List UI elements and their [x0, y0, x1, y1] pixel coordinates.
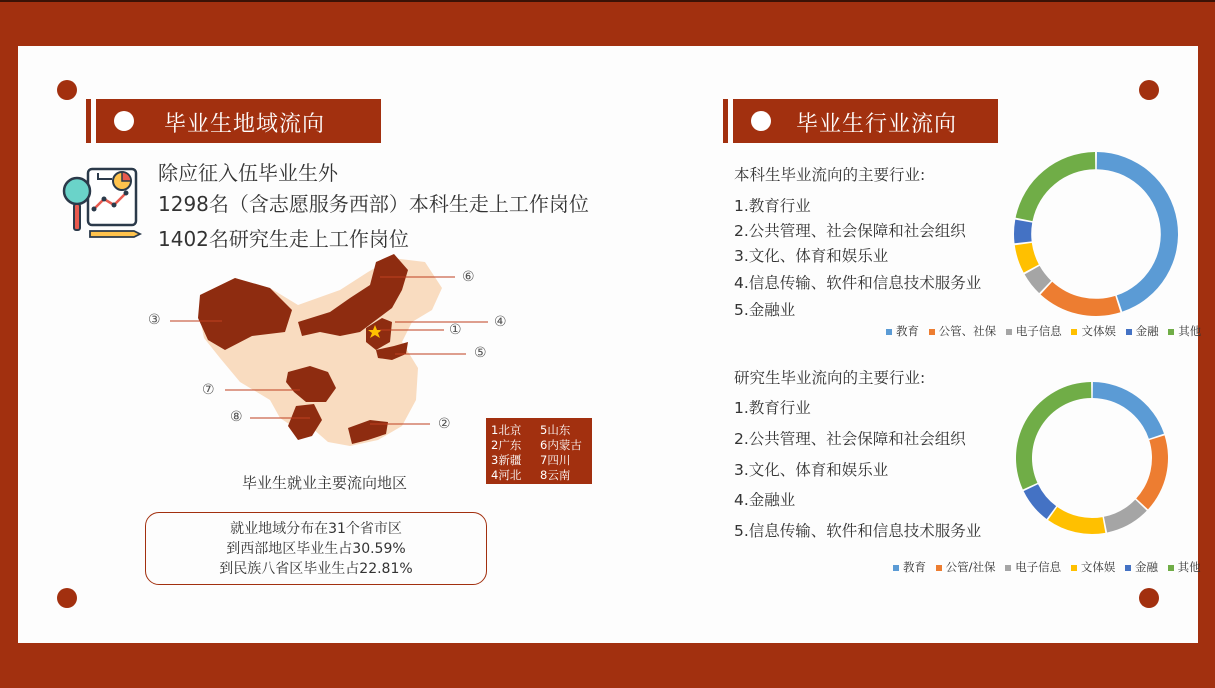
legend-swatch	[929, 329, 935, 335]
legend-swatch	[1125, 565, 1131, 571]
legend-swatch	[893, 565, 899, 571]
section-title-industry: 毕业生行业流向	[796, 112, 958, 137]
section-title-region: 毕业生地域流向	[164, 112, 326, 137]
donut-slice-3	[1104, 500, 1147, 533]
grad-chart-legend	[893, 559, 1201, 575]
legend-label: 金融	[1135, 560, 1158, 574]
legend-swatch	[1126, 329, 1132, 335]
map-callout-3: ③	[148, 312, 161, 328]
undergrad-industry-item: 3.文化、体育和娱乐业	[734, 247, 889, 265]
map-legend-item: 3新疆	[491, 453, 522, 467]
grad-industry-item: 2.公共管理、社会保障和社会组织	[734, 430, 966, 448]
legend-swatch	[886, 329, 892, 335]
grad-industry-item: 5.信息传输、软件和信息技术服务业	[734, 522, 982, 540]
map-callout-4: ④	[494, 314, 507, 330]
legend-swatch	[1168, 329, 1174, 335]
grad-heading: 研究生毕业流向的主要行业:	[734, 369, 926, 387]
map-legend-item: 2广东	[491, 438, 522, 452]
map-legend-item: 6内蒙古	[540, 438, 582, 452]
legend-swatch	[1006, 329, 1012, 335]
legend-label: 教育	[896, 324, 919, 338]
donut-slice-2	[1136, 435, 1168, 509]
header-accent-bar	[723, 99, 728, 143]
donut-slice-5	[1024, 484, 1057, 519]
legend-label: 公管/社保	[945, 560, 996, 574]
map-caption: 毕业生就业主要流向地区	[242, 474, 408, 492]
map-callout-6: ⑥	[462, 269, 475, 285]
map-callout-1: ①	[449, 322, 462, 338]
undergrad-chart-legend	[886, 323, 1201, 339]
donut-slice-6	[1016, 382, 1091, 490]
legend-label: 其他	[1178, 324, 1202, 338]
grad-donut-chart	[1012, 378, 1172, 538]
section-header-industry	[733, 99, 998, 143]
summary-line-2: 到西部地区毕业生占30.59%	[226, 541, 406, 557]
undergrad-industry-item: 2.公共管理、社会保障和社会组织	[734, 222, 966, 240]
lead-line-2: 1298名（含志愿服务西部）本科生走上工作岗位	[158, 192, 589, 216]
map-callout-5: ⑤	[474, 345, 487, 361]
summary-line-3: 到民族八省区毕业生占22.81%	[219, 561, 413, 577]
donut-slice-4	[1015, 243, 1039, 273]
legend-label: 公管、社保	[938, 324, 997, 338]
legend-label: 电子信息	[1015, 560, 1062, 574]
legend-swatch	[936, 565, 942, 571]
summary-line-1: 就业地域分布在31个省市区	[230, 521, 402, 537]
header-bullet	[751, 111, 771, 131]
map-legend-item: 1北京	[491, 423, 522, 437]
map-legend	[486, 418, 592, 484]
undergrad-donut-chart	[1010, 148, 1182, 320]
undergrad-industry-item: 5.金融业	[734, 301, 796, 319]
legend-label: 教育	[903, 560, 926, 574]
grad-industry-item: 4.金融业	[734, 491, 796, 509]
legend-swatch	[1071, 329, 1077, 335]
map-legend-item: 4河北	[491, 468, 522, 482]
map-legend-item: 8云南	[540, 468, 571, 482]
legend-swatch	[1168, 565, 1174, 571]
donut-slice-6	[1016, 152, 1096, 221]
undergrad-industry-item: 1.教育行业	[734, 197, 811, 215]
map-callout-8: ⑧	[230, 409, 243, 425]
map-callout-2: ②	[438, 416, 451, 432]
summary-box	[145, 512, 487, 585]
donut-slice-5	[1014, 220, 1032, 244]
map-legend-item: 7四川	[540, 453, 571, 467]
map-callout-7: ⑦	[202, 382, 215, 398]
legend-label: 金融	[1135, 324, 1159, 338]
map-legend-item: 5山东	[540, 423, 571, 437]
legend-swatch	[1005, 565, 1011, 571]
lead-line-3: 1402名研究生走上工作岗位	[158, 227, 409, 251]
lead-line-1: 除应征入伍毕业生外	[158, 161, 338, 185]
legend-label: 文体娱	[1080, 560, 1116, 574]
legend-label: 文体娱	[1081, 324, 1116, 338]
grad-industry-item: 3.文化、体育和娱乐业	[734, 461, 889, 479]
donut-slice-2	[1041, 282, 1121, 316]
legend-swatch	[1071, 565, 1077, 571]
undergrad-heading: 本科生毕业流向的主要行业:	[734, 166, 926, 184]
undergrad-industry-item: 4.信息传输、软件和信息技术服务业	[734, 274, 982, 292]
donut-slice-1	[1097, 152, 1178, 312]
donut-slice-1	[1093, 382, 1164, 439]
donut-slice-4	[1048, 507, 1105, 534]
grad-industry-item: 1.教育行业	[734, 399, 811, 417]
legend-label: 电子信息	[1015, 324, 1062, 338]
legend-label: 其他	[1177, 560, 1201, 574]
